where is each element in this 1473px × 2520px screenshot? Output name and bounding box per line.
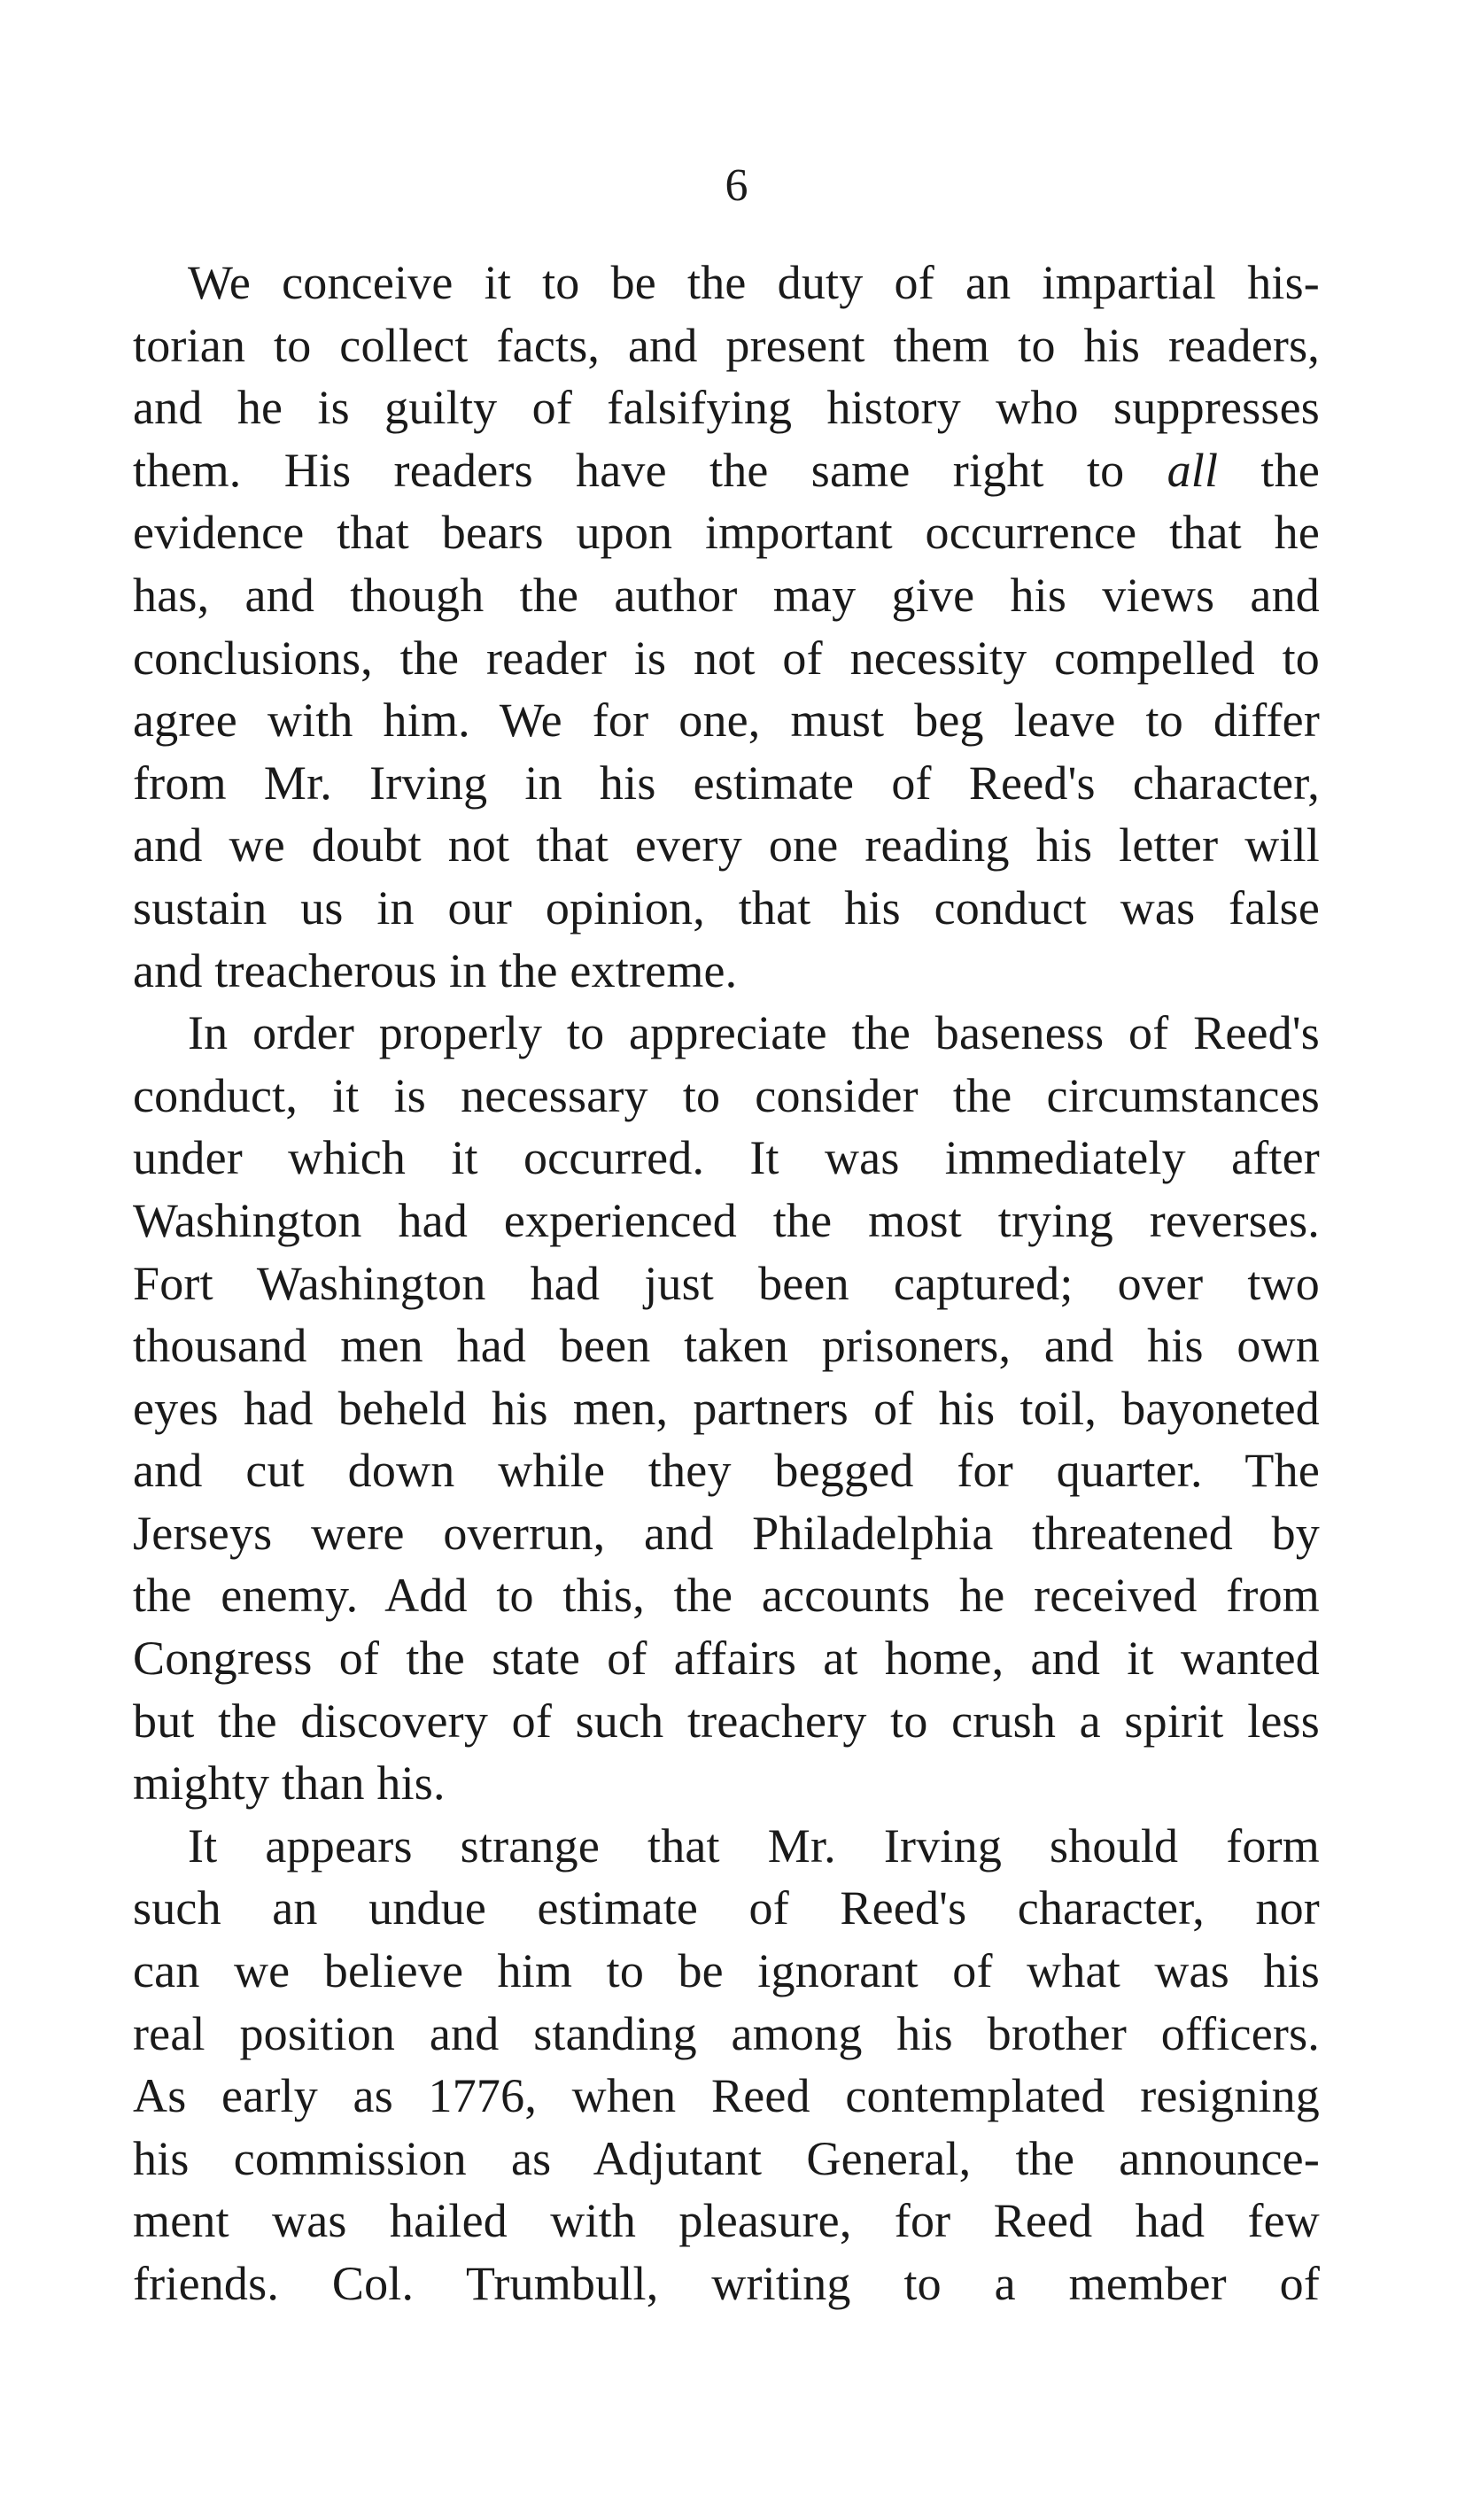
text-line: sustain us in our opinion, that his conduct was false <box>133 880 1320 934</box>
text-line: under which it occurred. It was immediately after <box>133 1131 1320 1185</box>
text-line: and treacherous in the extreme. <box>133 943 738 997</box>
text-line: Congress of the state of affairs at home, and it wanted <box>133 1632 1320 1686</box>
text-line: such an undue estimate of Reed's character, nor <box>133 1881 1320 1935</box>
paragraph-1 <box>133 252 1320 1002</box>
text-line: Washington had experienced the most trying reverses. <box>133 1193 1320 1247</box>
text-line: ment was hailed with pleasure, for Reed had few <box>133 2194 1320 2248</box>
text-line: and he is guilty of falsifying history who suppresses <box>133 381 1320 435</box>
text-line: his commission as Adjutant General, the announce- <box>133 2131 1320 2185</box>
text-line: thousand men had been taken prisoners, and his own <box>133 1319 1320 1373</box>
text-line: friends. Col. Trumbull, writing to a member of <box>133 2257 1320 2310</box>
text-line: As early as 1776, when Reed contemplated resigning <box>133 2069 1320 2123</box>
text-line: from Mr. Irving in his estimate of Reed's character, <box>133 756 1320 810</box>
paragraph-2 <box>133 1002 1320 1815</box>
text-line: conduct, it is necessary to consider the circumstances <box>133 1068 1320 1122</box>
paragraph-3 <box>133 1815 1320 2315</box>
text-line: mighty than his. <box>133 1756 446 1811</box>
text-line: and cut down while they begged for quarter. The <box>133 1444 1320 1498</box>
text-line: It appears strange that Mr. Irving should form <box>188 1818 1320 1873</box>
text-line-with-italic: them. His readers have the same right to all the <box>133 443 1320 497</box>
body-text <box>133 252 1320 2315</box>
text-line: We conceive it to be the duty of an impartial his- <box>188 256 1320 309</box>
text-line: eyes had beheld his men, partners of his toil, bayoneted <box>133 1381 1320 1435</box>
text-line: agree with him. We for one, must beg leave to differ <box>133 694 1320 748</box>
text-line: Fort Washington had just been captured; over two <box>133 1256 1320 1310</box>
text-line: can we believe him to be ignorant of what was his <box>133 1944 1320 1998</box>
text-line: conclusions, the reader is not of necessity compelled to <box>133 631 1320 685</box>
text-line: torian to collect facts, and present them to his readers, <box>133 318 1320 372</box>
text-line: has, and though the author may give his views and <box>133 568 1320 622</box>
text-line: but the discovery of such treachery to crush a spirit less <box>133 1694 1320 1748</box>
italic-emphasis: all <box>1167 443 1219 497</box>
text-line: and we doubt not that every one reading his letter will <box>133 818 1320 872</box>
text-line: evidence that bears upon important occurrence that he <box>133 506 1320 560</box>
text-line: In order properly to appreciate the baseness of Reed's <box>188 1006 1320 1060</box>
text-line: Jerseys were overrun, and Philadelphia threatened by <box>133 1506 1320 1560</box>
page-number: 6 <box>725 160 748 211</box>
text-line: the enemy. Add to this, the accounts he received from <box>133 1569 1320 1623</box>
text-line: real position and standing among his brother officers. <box>133 2006 1320 2060</box>
